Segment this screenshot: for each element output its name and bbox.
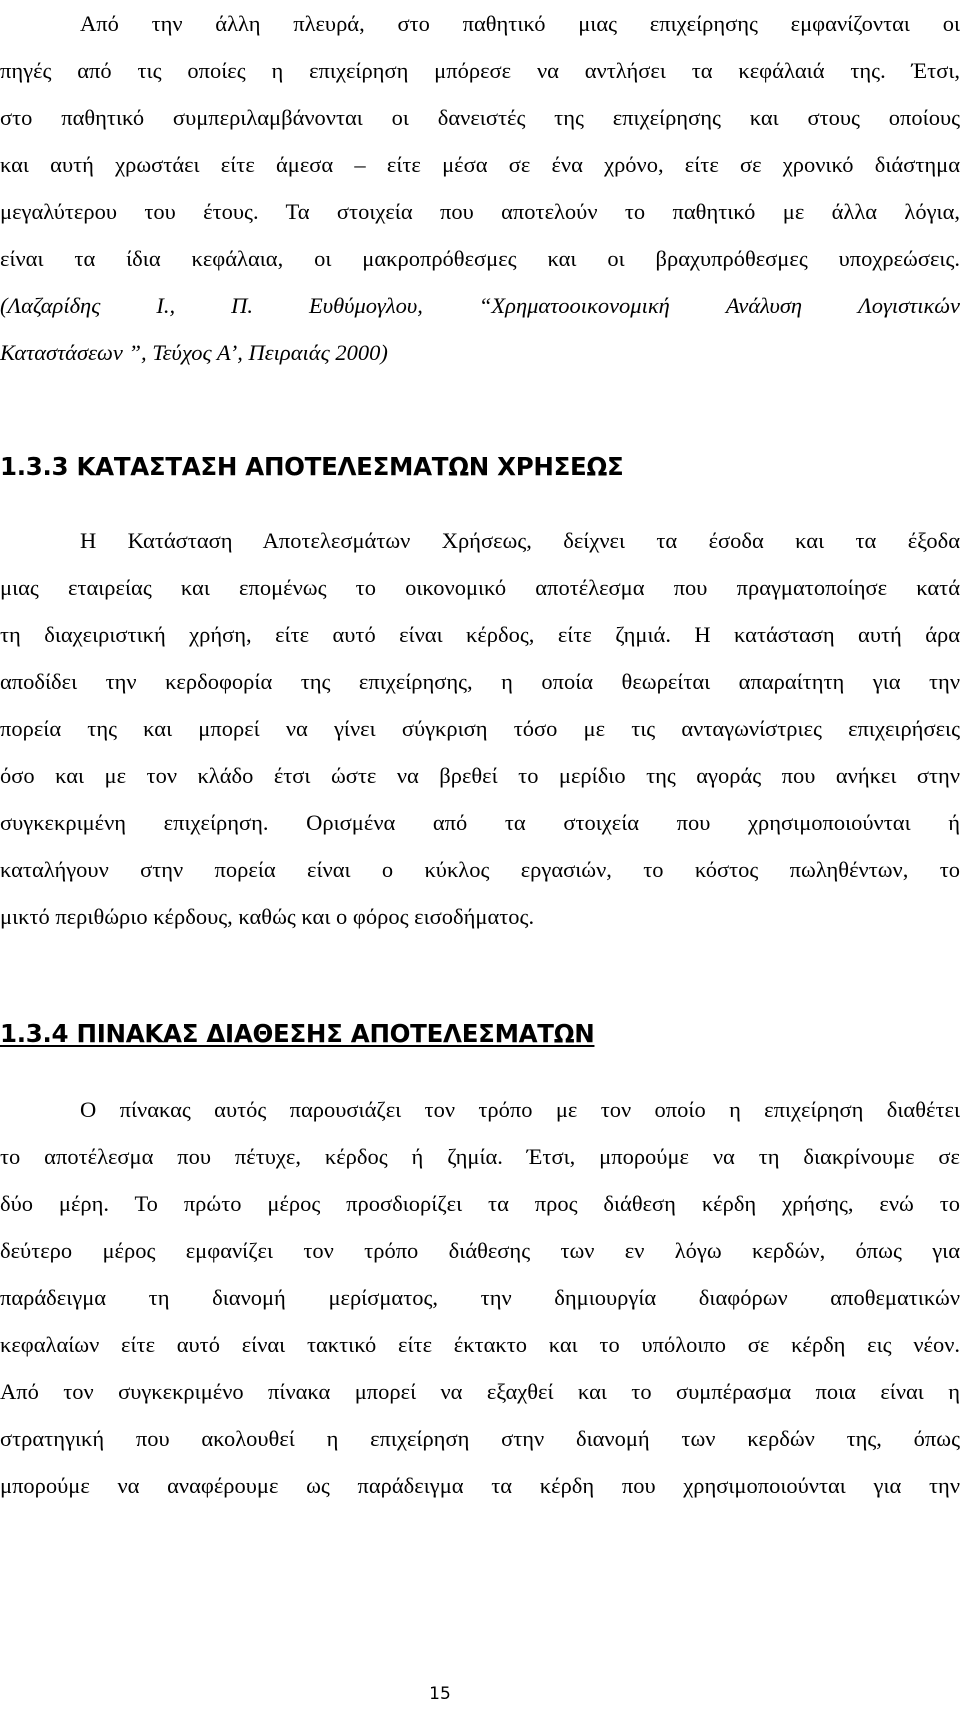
citation-line: Καταστάσεων ”, Τεύχος Α’, Πειραιάς 2000) [0,340,388,365]
paragraph-line: αποδίδει την κερδοφορία της επιχείρησης, η οποία θεωρείται απαραίτητη για την [0,669,960,694]
paragraph-line: στρατηγική που ακολουθεί η επιχείρηση στην διανομή των κερδών της, όπως [0,1426,960,1451]
intro-paragraph [0,0,960,376]
paragraph-line: και αυτή χρωστάει είτε άμεσα – είτε μέσα σε ένα χρόνο, είτε σε χρονικό διάστημα [0,152,960,177]
citation-word: “Χρηματοοικονομική [478,293,670,318]
page-number: 15 [429,1684,451,1704]
citation-word: (Λαζαρίδης [0,293,101,318]
paragraph-line: μεγαλύτερου του έτους. Τα στοιχεία που αποτελούν το παθητικό με άλλα λόγια, [0,199,960,224]
paragraph-line: μιας εταιρείας και επομένως το οικονομικό αποτέλεσμα που πραγματοποίησε κατά [0,575,960,600]
paragraph-line: κεφαλαίων είτε αυτό είναι τακτικό είτε έκτακτο και το υπόλοιπο σε κέρδη εις νέον. [0,1332,960,1357]
paragraph-line: δεύτερο μέρος εμφανίζει τον τρόπο διάθεσης των εν λόγω κερδών, όπως για [0,1238,960,1263]
paragraph-line: δύο μέρη. Το πρώτο μέρος προσδιορίζει τα προς διάθεση κέρδη χρήσης, ενώ το [0,1191,960,1216]
paragraph-line: Από την άλλη πλευρά, στο παθητικό μιας επιχείρησης εμφανίζονται οι [80,11,960,36]
paragraph-line: Η Κατάσταση Αποτελεσμάτων Χρήσεως, δείχνει τα έσοδα και τα έξοδα [80,528,960,553]
citation-word: Ι., [156,293,176,318]
paragraph-line: Από τον συγκεκριμένο πίνακα μπορεί να εξαχθεί και το συμπέρασμα ποια είναι η [0,1379,960,1404]
paragraph-line: είναι τα ίδια κεφάλαια, οι μακροπρόθεσμες και οι βραχυπρόθεσμες υποχρεώσεις. [0,246,960,271]
paragraph-line: στο παθητικό συμπεριλαμβάνονται οι δανειστές της επιχείρησης και στους οποίους [0,105,960,130]
paragraph-line: μπορούμε να αναφέρουμε ως παράδειγμα τα κέρδη που χρησιμοποιούνται για την [0,1473,960,1498]
citation-word: Λογιστικών [858,293,960,318]
paragraph-line: Ο πίνακας αυτός παρουσιάζει τον τρόπο με τον οποίο η επιχείρηση διαθέτει [80,1097,960,1122]
paragraph-line: συγκεκριμένη επιχείρηση. Ορισμένα από τα στοιχεία που χρησιμοποιούνται ή [0,810,960,835]
citation-line [0,282,960,329]
citation-word: Ευθύμογλου, [309,293,423,318]
paragraph-line: όσο και με τον κλάδο έτσι ώστε να βρεθεί το μερίδιο της αγοράς που ανήκει στην [0,763,960,788]
paragraph-line: μικτό περιθώριο κέρδους, καθώς και ο φόρος εισοδήματος. [0,904,535,929]
paragraph-line: τη διαχειριστική χρήση, είτε αυτό είναι κέρδος, είτε ζημιά. Η κατάσταση αυτή άρα [0,622,960,647]
section-heading-1-3-3: 1.3.3 ΚΑΤΑΣΤΑΣΗ ΑΠΟΤΕΛΕΣΜΑΤΩΝ ΧΡΗΣΕΩΣ [0,452,624,481]
section-1-3-4-paragraph [0,1086,960,1509]
paragraph-line: πορεία της και μπορεί να γίνει σύγκριση τόσο με τις ανταγωνίστριες επιχειρήσεις [0,716,960,741]
citation-word: Ανάλυση [725,293,803,318]
paragraph-line: το αποτέλεσμα που πέτυχε, κέρδος ή ζημία. Έτσι, μπορούμε να τη διακρίνουμε σε [0,1144,960,1169]
paragraph-line: καταλήγουν στην πορεία είναι ο κύκλος εργασιών, το κόστος πωληθέντων, το [0,857,960,882]
paragraph-line: παράδειγμα τη διανομή μερίσματος, την δημιουργία διαφόρων αποθεματικών [0,1285,960,1310]
paragraph-line: πηγές από τις οποίες η επιχείρηση μπόρεσε να αντλήσει τα κεφάλαιά της. Έτσι, [0,58,960,83]
citation-word: Π. [231,293,254,318]
section-1-3-3-paragraph [0,517,960,940]
section-heading-1-3-4: 1.3.4 ΠΙΝΑΚΑΣ ΔΙΑΘΕΣΗΣ ΑΠΟΤΕΛΕΣΜΑΤΩΝ [0,1019,595,1048]
